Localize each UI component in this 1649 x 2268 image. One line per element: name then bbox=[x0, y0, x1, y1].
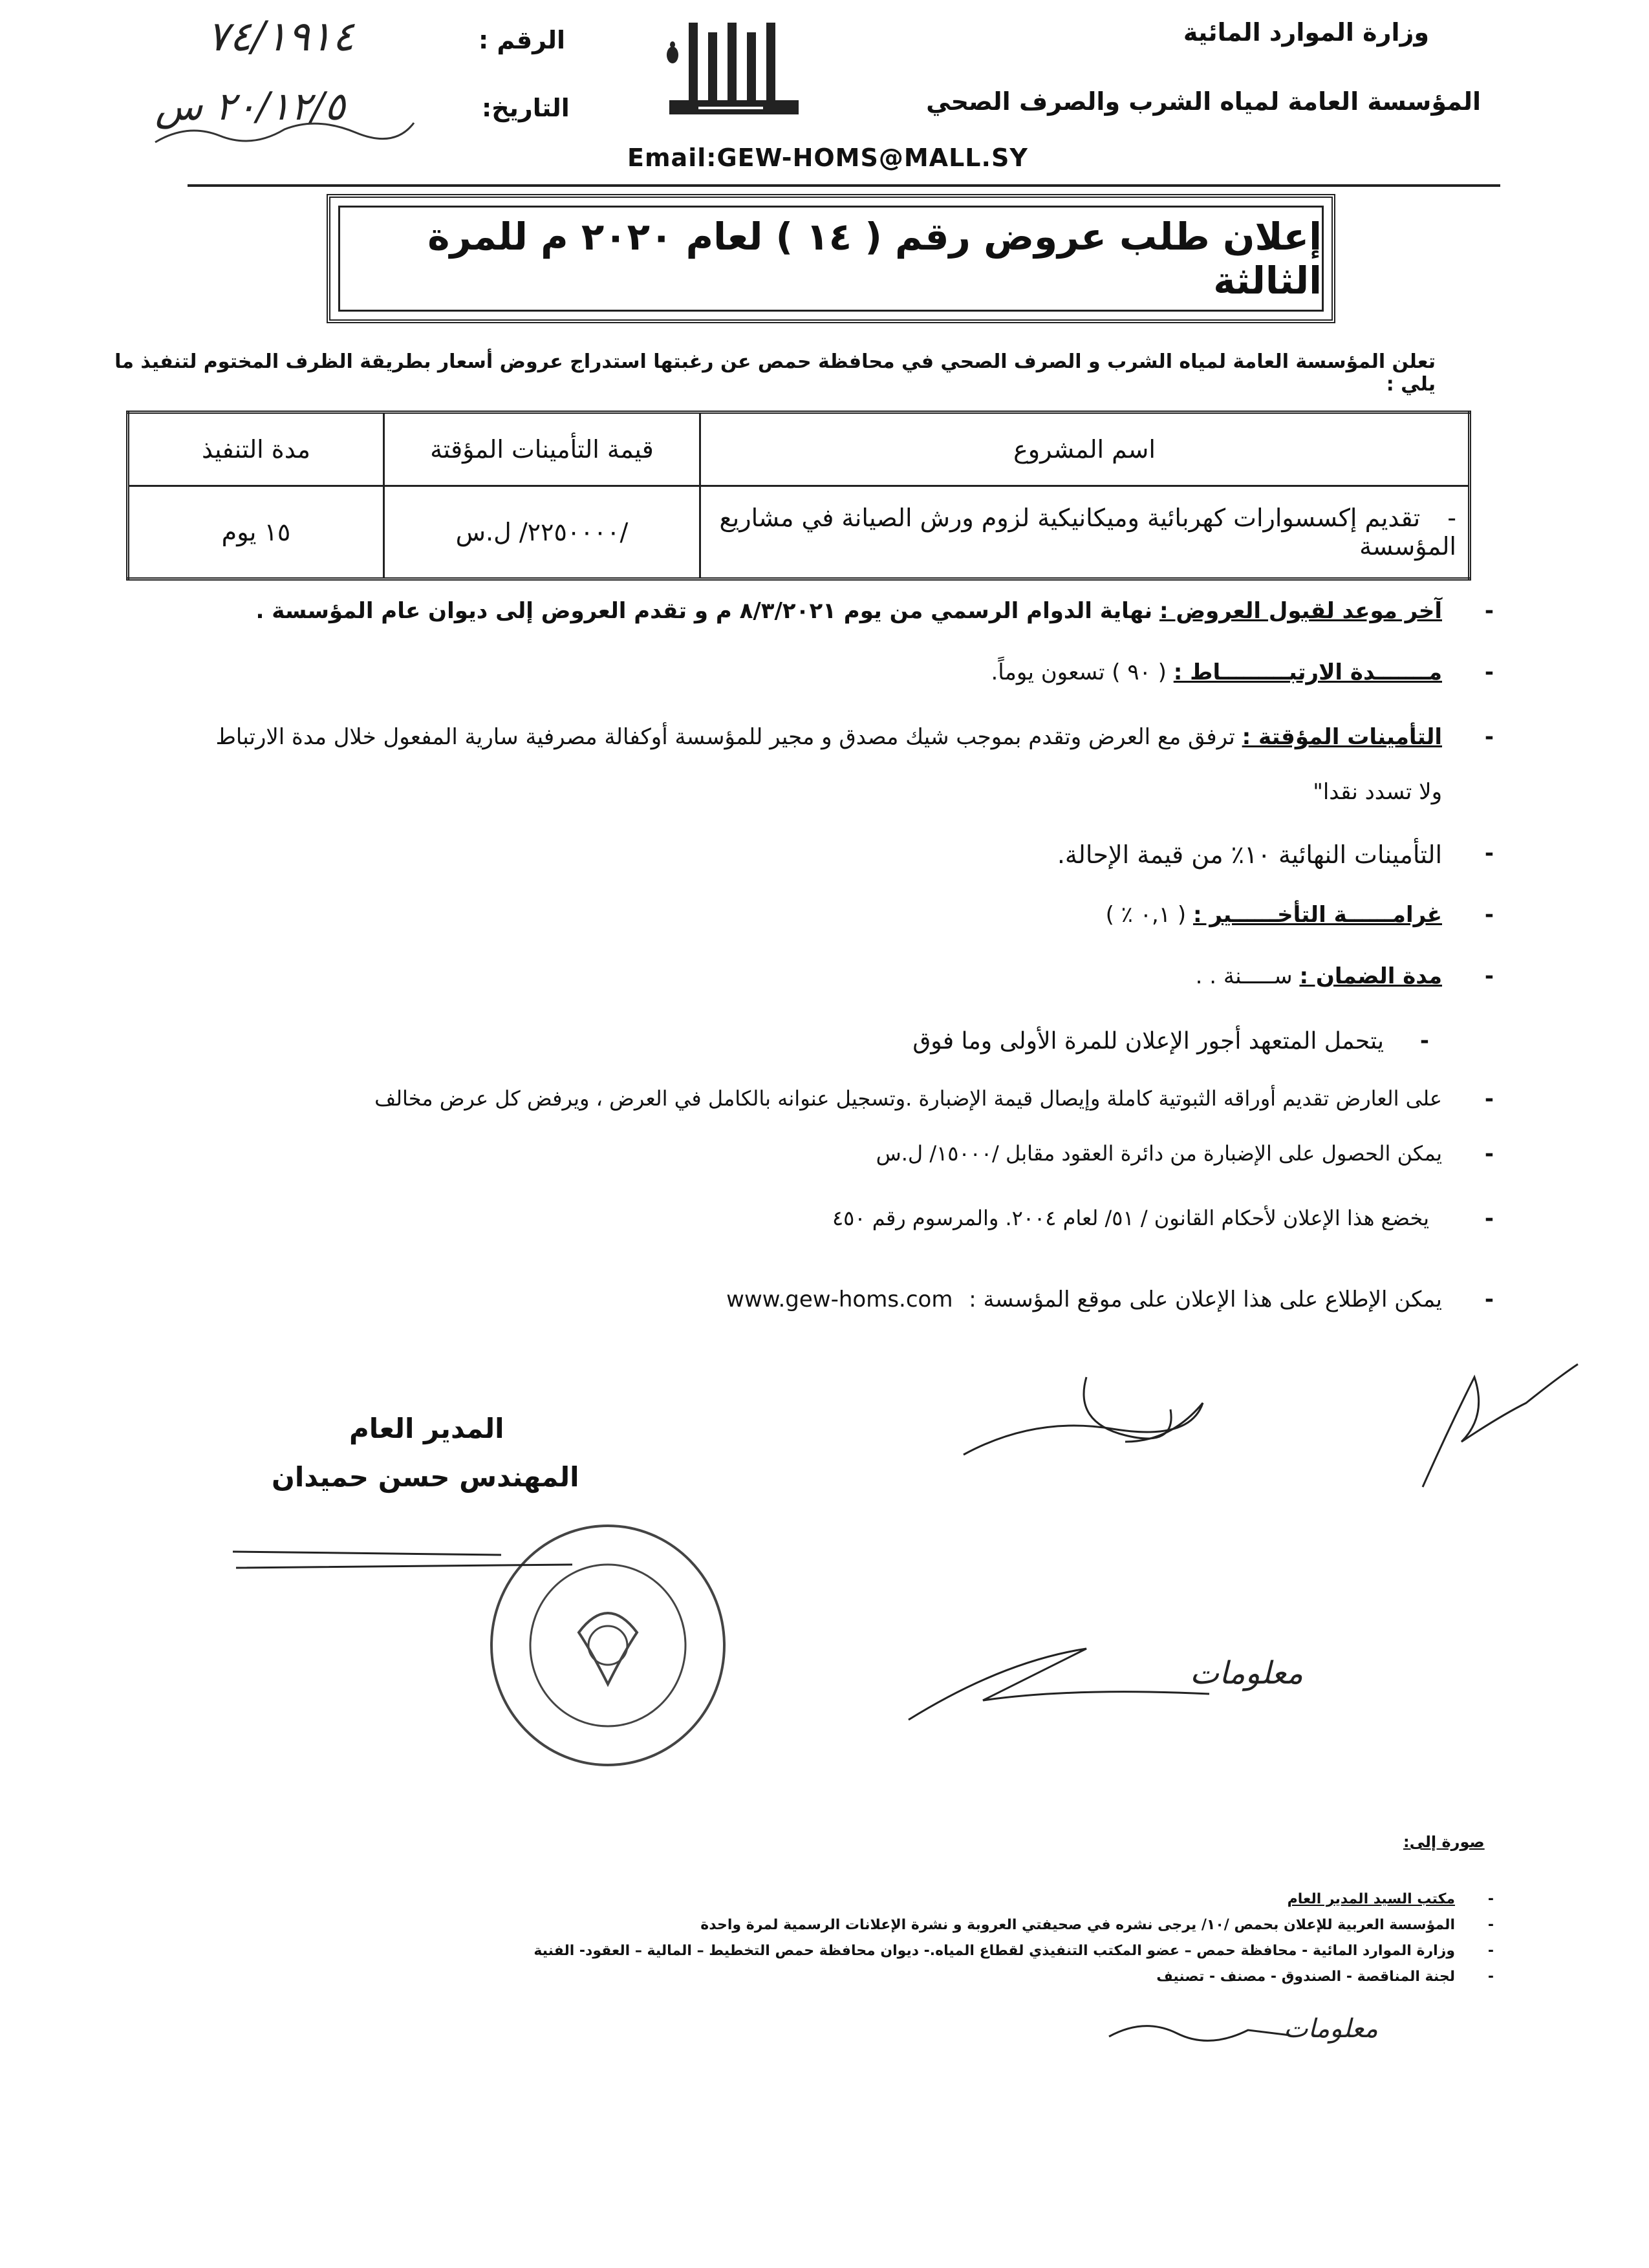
date-value: ٢٠/١٢/٥ س bbox=[155, 84, 345, 129]
final-insurance-line: التأمينات النهائية ١٠٪ من قيمة الإحالة. bbox=[1057, 840, 1442, 869]
cell-project-text: تقديم إكسسوارات كهربائية وميكانيكية لزوم ورش الصيانة في مشاريع المؤسسة bbox=[719, 504, 1456, 561]
cell-project-name bbox=[700, 486, 1470, 579]
table-header-row bbox=[128, 412, 1470, 486]
temp-insurance-line bbox=[215, 724, 1442, 750]
ministry-name: وزارة الموارد المائية bbox=[1183, 18, 1429, 47]
number-value: ٧٤/١٩١٤ bbox=[207, 13, 354, 61]
website-text: يمكن الإطلاع على هذا الإعلان على موقع المؤسسة : bbox=[969, 1287, 1442, 1312]
date-handwriting-scribble bbox=[149, 97, 420, 155]
corporation-logo bbox=[660, 10, 808, 126]
binding-label: مـــــــدة الارتبـــــــــاط : bbox=[1173, 659, 1442, 685]
project-table bbox=[126, 411, 1471, 581]
penalty-label: غرامــــــة التأخــــــير : bbox=[1192, 902, 1442, 928]
binding-text: ( ٩٠ ) تسعون يوماً. bbox=[991, 659, 1167, 685]
title-inner-border bbox=[338, 206, 1324, 312]
deadline-line bbox=[256, 598, 1442, 624]
website-url[interactable]: www.gew-homs.com bbox=[726, 1287, 953, 1312]
corporation-name: المؤسسة العامة لمياه الشرب والصرف الصحي bbox=[926, 87, 1481, 116]
website-line bbox=[726, 1287, 1442, 1312]
cell-insurance: /٢٢٥٠٠٠٠/ ل.س bbox=[384, 486, 700, 579]
warranty-label: مدة الضمان : bbox=[1299, 963, 1442, 989]
date-label: التاريخ: bbox=[482, 94, 570, 122]
cc-item: المؤسسة العربية للإعلان بحمص /١٠/ يرجى نشره في صحيفتي العروبة و نشرة الإعلانات الرسمية لمرة واحدة bbox=[700, 1917, 1455, 1933]
term-dash: - bbox=[1484, 1141, 1494, 1167]
row-dash: - bbox=[1447, 504, 1456, 532]
seal-underline-stroke bbox=[230, 1539, 592, 1578]
documents-line: على العارض تقديم أوراقه الثبوتية كاملة وإيصال قيمة الإضبارة .وتسجيل عنوانه بالكامل في العرض ، ويرفض كل عرض مخالف bbox=[374, 1086, 1442, 1111]
temp-insurance-line-2: ولا تسدد نقدا" bbox=[1313, 779, 1442, 805]
intro-paragraph: تعلن المؤسسة العامة لمياه الشرب و الصرف الصحي في محافظة حمص عن رغبتها استدراج عروض أسعار بطريقة الظرف المختوم لتنفيذ ما يلي : bbox=[114, 350, 1436, 396]
cc-dash: - bbox=[1487, 1917, 1494, 1933]
handwritten-stroke bbox=[905, 1623, 1216, 1733]
email-address: Email:GEW-HOMS@MALL.SY bbox=[627, 144, 1028, 172]
handwritten-note: معلومات bbox=[1284, 2014, 1378, 2044]
term-dash: - bbox=[1484, 840, 1494, 866]
file-line: يمكن الحصول على الإضبارة من دائرة العقود مقابل /١٥٠٠٠/ ل.س bbox=[876, 1141, 1442, 1166]
cc-item: وزارة الموارد المائية - محافظة حمص – عضو المكتب التنفيذي لقطاع المياه.- ديوان محافظة حمص التخطيط – المالية – العقود- الفنية bbox=[534, 1943, 1455, 1959]
title-box bbox=[327, 194, 1335, 323]
manager-name: المهندس حسن حميدان bbox=[272, 1461, 579, 1493]
term-dash: - bbox=[1484, 963, 1494, 989]
table-row bbox=[128, 486, 1470, 579]
term-dash: - bbox=[1484, 902, 1494, 928]
term-dash: - bbox=[1484, 598, 1494, 624]
cc-dash: - bbox=[1487, 1891, 1494, 1907]
temp-insurance-label: التأمينات المؤقتة : bbox=[1242, 724, 1442, 750]
term-dash: - bbox=[1484, 724, 1494, 750]
term-dash: - bbox=[1484, 659, 1494, 685]
cell-duration: ١٥ يوم bbox=[128, 486, 384, 579]
penalty-text: ( ٠,١ ٪ ) bbox=[1105, 902, 1187, 928]
term-dash: - bbox=[1484, 1287, 1494, 1312]
handwritten-stroke bbox=[1106, 2011, 1293, 2056]
term-dash: - bbox=[1419, 1028, 1429, 1054]
temp-insurance-text: ترفق مع العرض وتقدم بموجب شيك مصدق و مجير للمؤسسة أوكفالة مصرفية سارية المفعول خلال مدة الارتباط bbox=[215, 724, 1235, 750]
cc-dash: - bbox=[1487, 1943, 1494, 1959]
deadline-text: نهاية الدوام الرسمي من يوم ٨/٣/٢٠٢١ م و تقدم العروض إلى ديوان عام المؤسسة . bbox=[255, 598, 1153, 624]
warranty-text: ســـــنة . . bbox=[1195, 963, 1293, 989]
cc-item: لجنة المناقصة - الصندوق - مصنف - تصنيف bbox=[1156, 1969, 1455, 1985]
ad-cost-line: يتحمل المتعهد أجور الإعلان للمرة الأولى وما فوق bbox=[912, 1028, 1384, 1054]
warranty-line bbox=[1196, 963, 1442, 989]
law-line: يخضع هذا الإعلان لأحكام القانون / ٥١/ لعام ٢٠٠٤. والمرسوم رقم ٤٥٠ bbox=[832, 1206, 1429, 1230]
header-project-name: اسم المشروع bbox=[700, 412, 1470, 486]
cc-item: مكتب السيد المدير العام bbox=[1287, 1891, 1455, 1907]
signature-scribbles bbox=[957, 1351, 1604, 1506]
header-insurance: قيمة التأمينات المؤقتة bbox=[384, 412, 700, 486]
handwritten-note: معلومات bbox=[1190, 1655, 1304, 1691]
cc-dash: - bbox=[1487, 1969, 1494, 1985]
header-duration: مدة التنفيذ bbox=[128, 412, 384, 486]
binding-line bbox=[991, 659, 1443, 685]
header-divider bbox=[188, 184, 1500, 187]
manager-title: المدير العام bbox=[349, 1413, 504, 1444]
cc-title: صورة إلى: bbox=[1403, 1833, 1485, 1851]
term-dash: - bbox=[1484, 1086, 1494, 1112]
deadline-label: آخر موعد لقبول العروض : bbox=[1159, 598, 1442, 624]
number-label: الرقم : bbox=[479, 26, 566, 54]
term-dash: - bbox=[1484, 1206, 1494, 1232]
announcement-title: إعلان طلب عروض رقم ( ١٤ ) لعام ٢٠٢٠ م للمرة الثالثة bbox=[427, 215, 1322, 303]
penalty-line bbox=[1106, 902, 1442, 928]
